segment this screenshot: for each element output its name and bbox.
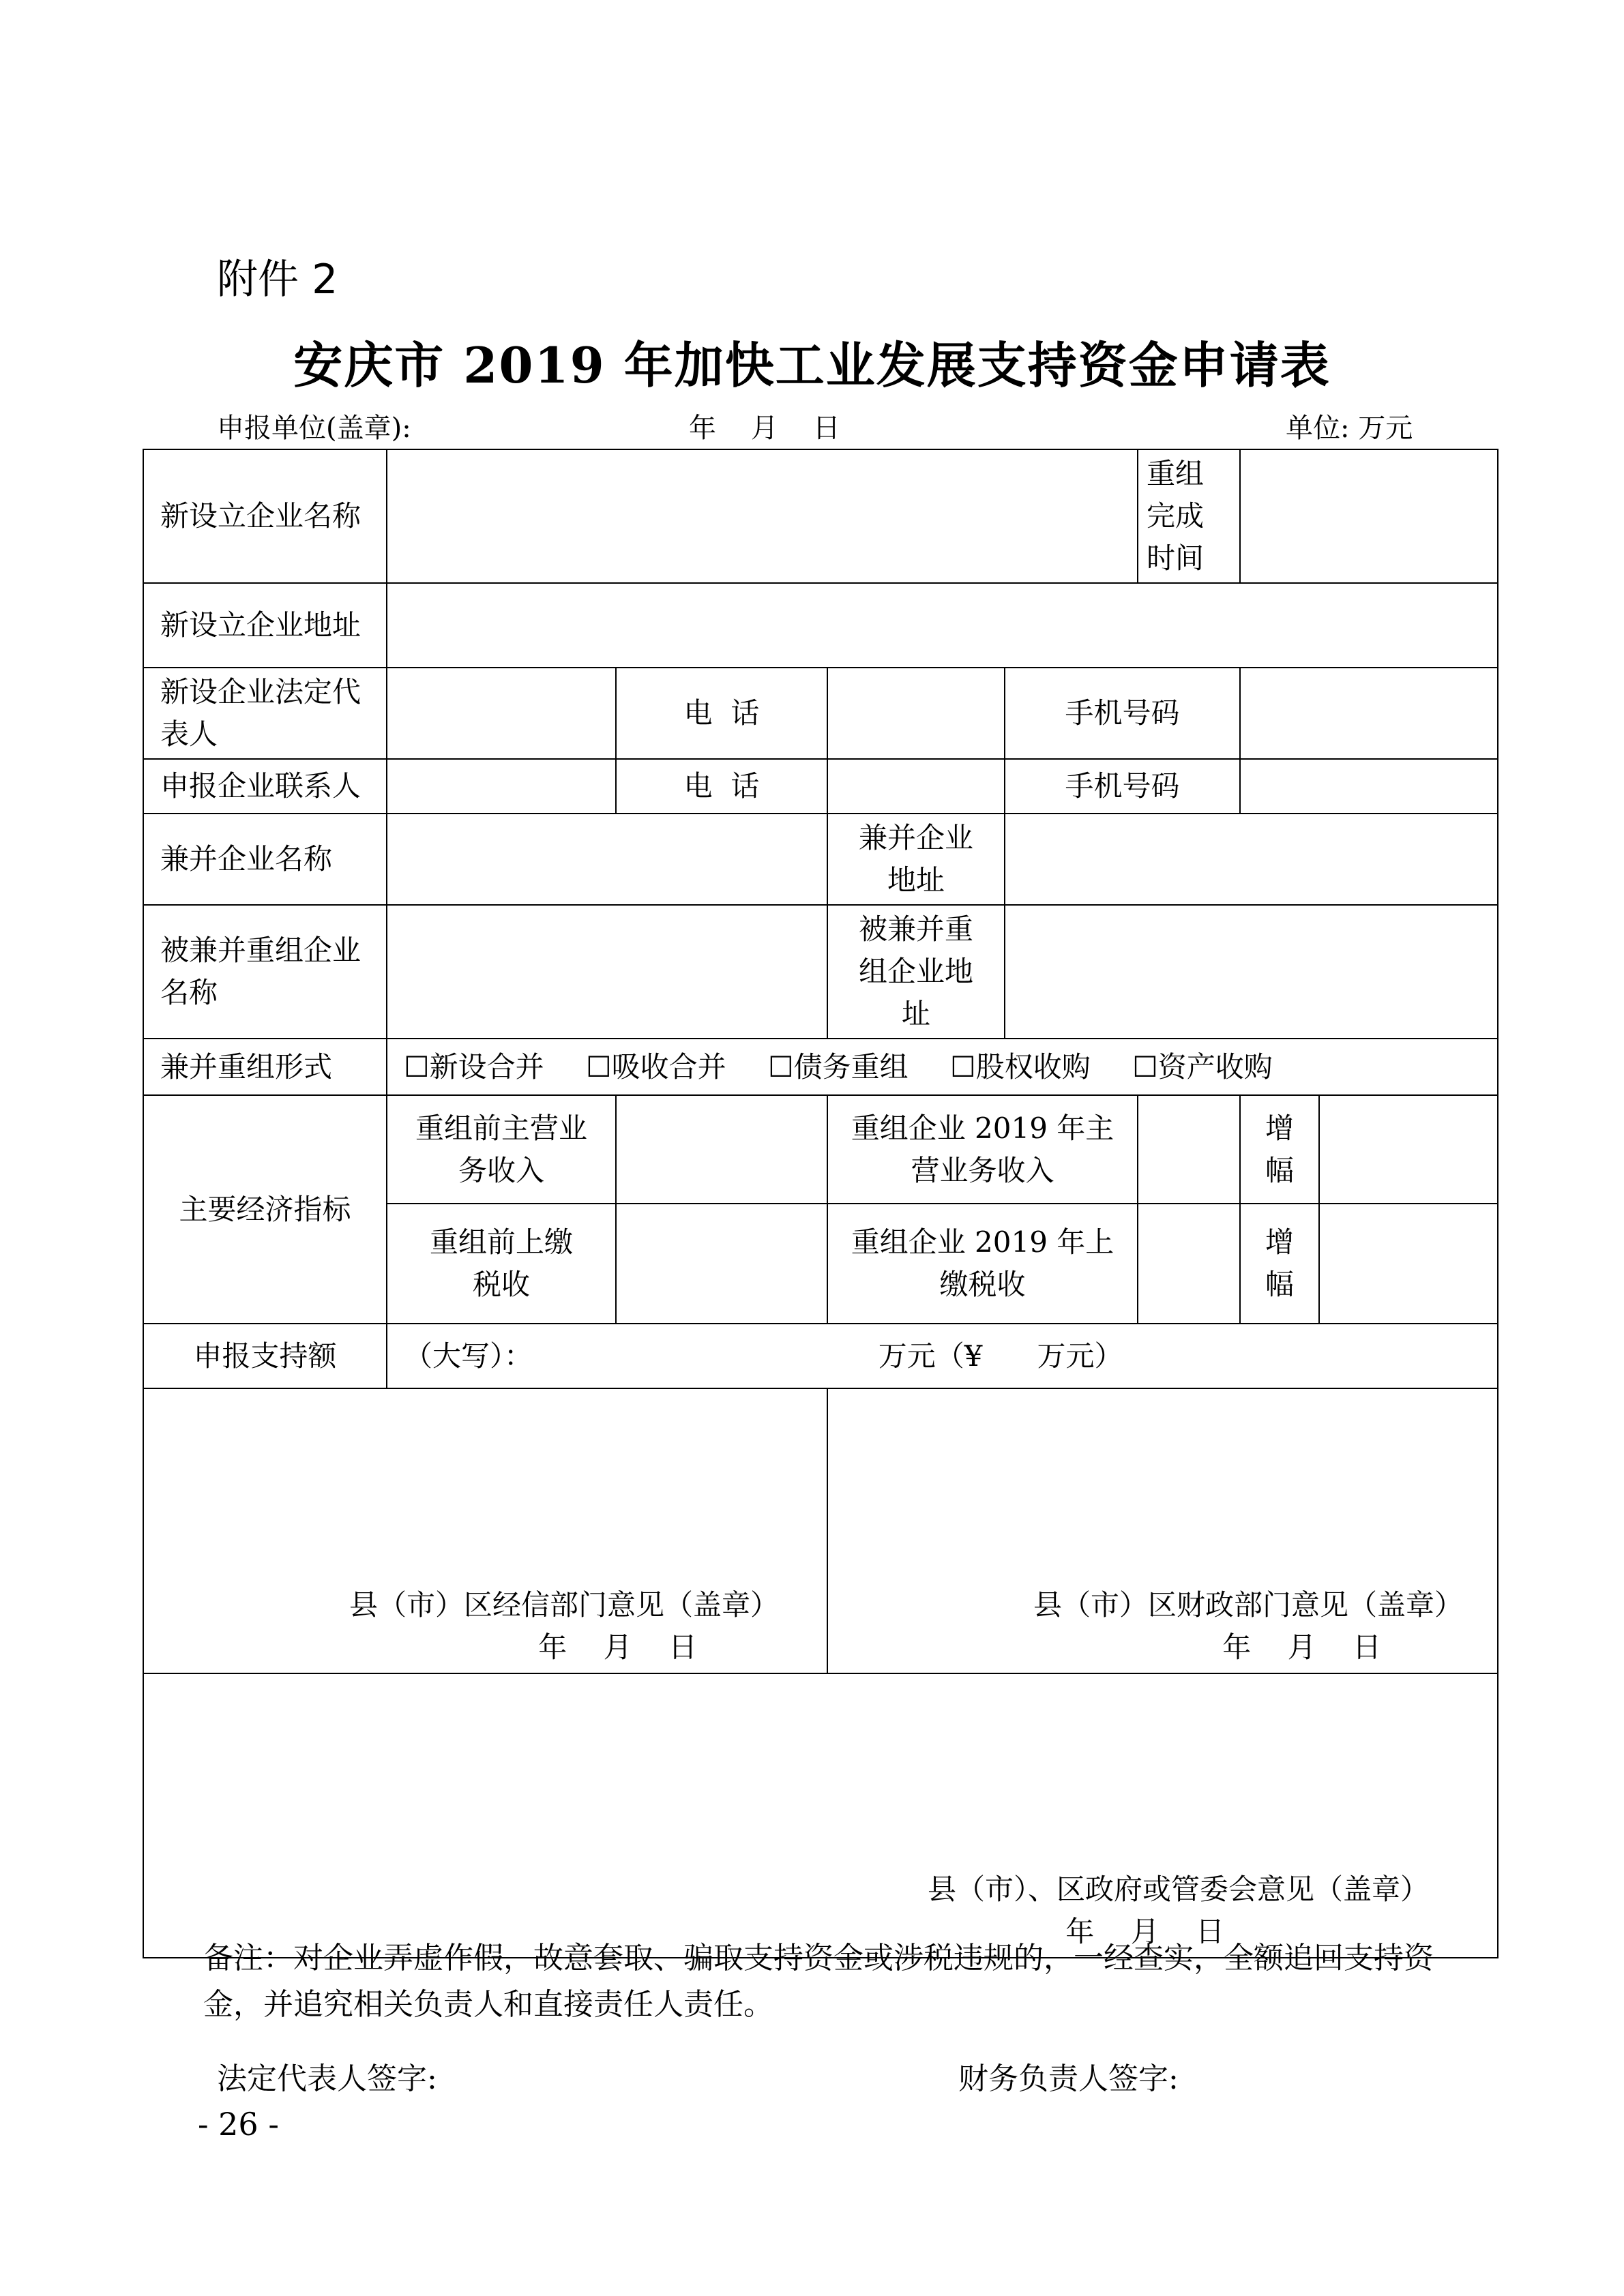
merged-address-label: 被兼并重组企业地址 xyxy=(827,905,1005,1039)
option-asset-acquisition[interactable]: ☐资产收购 xyxy=(1132,1049,1273,1084)
merged-name-label: 被兼并重组企业名称 xyxy=(143,905,387,1039)
post-revenue-label: 重组企业 2019 年主营业务收入 xyxy=(827,1095,1138,1204)
econ-dept-opinion[interactable] xyxy=(143,1388,827,1673)
phone-field[interactable] xyxy=(827,668,1005,759)
option-debt-restructure[interactable]: ☐债务重组 xyxy=(768,1049,909,1084)
econ-dept-date: 年 月 日 xyxy=(538,1630,697,1664)
page-number: - 26 - xyxy=(198,2106,279,2143)
mobile-label: 手机号码 xyxy=(1005,668,1240,759)
gov-opinion-label: 县（市）、区政府或管委会意见（盖章） xyxy=(928,1873,1430,1906)
amount-yuan-label: 万元（¥ 万元） xyxy=(878,1339,1123,1373)
pre-revenue-field[interactable] xyxy=(616,1095,827,1204)
merging-address-label: 兼并企业地址 xyxy=(827,814,1005,905)
amount-words-label: （大写）： xyxy=(404,1339,533,1373)
contact-mobile-label: 手机号码 xyxy=(1005,759,1240,814)
post-revenue-field[interactable] xyxy=(1138,1095,1240,1204)
restructure-time-label: 重组完成时间 xyxy=(1138,449,1240,583)
finance-dept-opinion[interactable] xyxy=(827,1388,1498,1673)
remark-note: 备注：对企业弄虚作假，故意套取、骗取支持资金或涉税违规的，一经查实，全额追回支持资金，并追究相关负责人和直接责任人责任。 xyxy=(203,1941,1434,2022)
new-company-name-label: 新设立企业名称 xyxy=(143,449,387,583)
revenue-growth-label: 增幅 xyxy=(1240,1095,1319,1204)
merging-address-field[interactable] xyxy=(1005,814,1498,905)
contact-mobile-field[interactable] xyxy=(1240,759,1498,814)
pre-tax-field[interactable] xyxy=(616,1204,827,1324)
contact-phone-label: 电 话 xyxy=(616,759,827,814)
tax-growth-label: 增幅 xyxy=(1240,1204,1319,1324)
legal-rep-signature: 法定代表人签字: xyxy=(217,2061,437,2096)
gov-opinion[interactable] xyxy=(143,1673,1498,1958)
merged-address-field[interactable] xyxy=(1005,905,1498,1039)
option-new-merger[interactable]: ☐新设合并 xyxy=(404,1049,544,1084)
indicators-label: 主要经济指标 xyxy=(143,1095,387,1324)
header-date: 年 月 日 xyxy=(689,413,840,444)
finance-dept-label: 县（市）区财政部门意见（盖章） xyxy=(1033,1588,1464,1622)
new-company-address-label: 新设立企业地址 xyxy=(143,583,387,668)
unit-label: 单位: 万元 xyxy=(1286,413,1413,444)
application-form xyxy=(143,449,1498,1958)
mobile-field[interactable] xyxy=(1240,668,1498,759)
option-absorption[interactable]: ☐吸收合并 xyxy=(586,1049,726,1084)
pre-revenue-label: 重组前主营业务收入 xyxy=(387,1095,616,1204)
finance-head-signature: 财务负责人签字: xyxy=(958,2061,1179,2096)
support-amount-field[interactable] xyxy=(387,1324,1498,1388)
option-equity-acquisition[interactable]: ☐股权收购 xyxy=(950,1049,1091,1084)
support-amount-label: 申报支持额 xyxy=(143,1324,387,1388)
merge-form-options xyxy=(387,1039,1498,1095)
finance-dept-date: 年 月 日 xyxy=(1222,1630,1382,1664)
applicant-label: 申报单位(盖章): xyxy=(217,413,411,444)
gov-opinion-date: 年 月 日 xyxy=(1065,1915,1225,1948)
contact-label: 申报企业联系人 xyxy=(143,759,387,814)
merge-form-label: 兼并重组形式 xyxy=(143,1039,387,1095)
new-company-name-field[interactable] xyxy=(387,449,1138,583)
tax-growth-field[interactable] xyxy=(1319,1204,1498,1324)
restructure-time-field[interactable] xyxy=(1240,449,1498,583)
attachment-label: 附件 2 xyxy=(217,256,338,303)
legal-rep-label: 新设企业法定代表人 xyxy=(143,668,387,759)
post-tax-field[interactable] xyxy=(1138,1204,1240,1324)
phone-label: 电 话 xyxy=(616,668,827,759)
econ-dept-label: 县（市）区经信部门意见（盖章） xyxy=(349,1588,779,1622)
merged-name-field[interactable] xyxy=(387,905,827,1039)
merging-name-label: 兼并企业名称 xyxy=(143,814,387,905)
contact-field[interactable] xyxy=(387,759,616,814)
revenue-growth-field[interactable] xyxy=(1319,1095,1498,1204)
new-company-address-field[interactable] xyxy=(387,583,1498,668)
merging-name-field[interactable] xyxy=(387,814,827,905)
contact-phone-field[interactable] xyxy=(827,759,1005,814)
pre-tax-label: 重组前上缴税收 xyxy=(387,1204,616,1324)
post-tax-label: 重组企业 2019 年上缴税收 xyxy=(827,1204,1138,1324)
page-title: 安庆市 2019 年加快工业发展支持资金申请表 xyxy=(293,336,1331,394)
legal-rep-field[interactable] xyxy=(387,668,616,759)
